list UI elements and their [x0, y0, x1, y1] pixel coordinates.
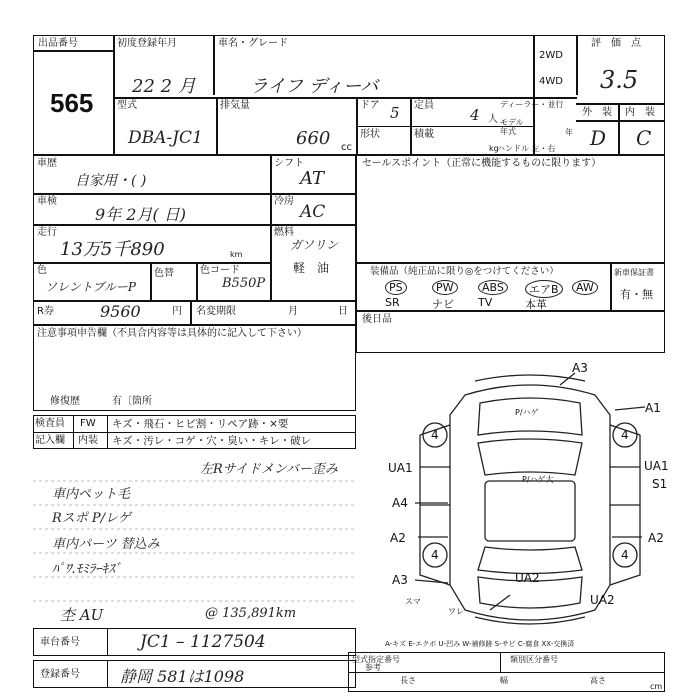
audio-note: 杢 AU [60, 606, 104, 624]
dmg-a3-bottom: A3 [392, 573, 408, 587]
chassis-value: JC1 – 1127504 [140, 632, 266, 652]
first-reg-value: 22 2 月 [132, 76, 196, 97]
dmg-tire-2: 4 [621, 428, 629, 442]
capacity-value: 4 [470, 106, 480, 124]
model-value: DBA-JC1 [128, 128, 203, 148]
fw-label: FW [80, 418, 96, 429]
fuel-label: 燃料 [274, 227, 294, 238]
dmg-a1-right: A1 [645, 401, 661, 415]
notice-label: 注意事項申告欄（不具合内容等は具体的に記入して下さい） [37, 328, 307, 339]
color-change-label: 色替 [154, 268, 174, 279]
capacity-label: 定員 [414, 100, 434, 111]
doors-label: ドア [360, 100, 380, 111]
cc-unit: cc [341, 142, 352, 153]
lot-no: 565 [50, 88, 94, 118]
cm-unit: cm [650, 682, 663, 691]
shift-label: シフト [274, 158, 304, 169]
ac-label: 冷房 [274, 196, 294, 207]
width-label: 幅 [500, 676, 508, 685]
type-desig-label: 型式指定番号 [352, 655, 400, 664]
history-value: 自家用・( ) [75, 173, 147, 189]
dmg-ua2-center: UA2 [515, 571, 540, 585]
dmg-a2-left: A2 [390, 531, 406, 545]
odometer-note: @ 135,891km [205, 606, 297, 621]
rear-seat-label: 後日品 [362, 314, 392, 325]
warranty-value: 有・無 [620, 288, 653, 301]
drive-4wd: 4WD [539, 76, 563, 87]
year-unit: 年 [565, 128, 573, 137]
repair-label: 修復歴 [50, 396, 80, 407]
recycle-value: 9560 [100, 302, 141, 321]
dmg-a4-left: A4 [392, 496, 408, 510]
length-label: 長さ [400, 676, 416, 685]
model-label: 型式 [117, 100, 137, 111]
note-line-5: ﾊﾟﾜ.ﾓﾐﾗｰｷｽﾞ [52, 562, 122, 577]
interior-items: キズ・汚レ・コゲ・穴・臭い・キレ・破レ [112, 435, 312, 447]
score-label: 評 価 点 [591, 38, 641, 49]
load-label: 積載 [414, 129, 434, 140]
ext-label: 外 装 [582, 107, 612, 118]
mileage-value: 13万5千890 [60, 239, 165, 260]
recycle-label: R券 [37, 306, 54, 317]
equipment-option: SR [385, 296, 400, 309]
color-value: ソレントブルーP [45, 280, 136, 294]
equipment-option: エアB [525, 280, 563, 298]
int-label: 内 装 [625, 107, 655, 118]
dmg-pikage-center: P/ハゲ大 [522, 475, 554, 484]
dmg-ua2-bottom: UA2 [590, 593, 615, 607]
inspection-label: 車検 [37, 196, 57, 207]
note-line-1: 左Rサイドメンバー歪み [200, 462, 338, 477]
note-line-2: 車内ペット毛 [52, 487, 131, 502]
recorder-label: 記入欄 [35, 435, 65, 446]
yen-unit: 円 [172, 306, 182, 317]
model-year-label: モデル年式 [500, 118, 524, 136]
equipment-option: AW [572, 280, 598, 295]
shift-value: AT [300, 168, 325, 189]
capacity-unit: 人 [488, 114, 498, 125]
dealer-label: ディーラー・並行 [500, 100, 564, 109]
shape-label: 形状 [360, 129, 380, 140]
month-label: 月 [288, 306, 298, 317]
displacement-label: 排気量 [220, 100, 250, 111]
dmg-ua1-right: UA1 [644, 459, 669, 473]
repair-value: 有〔箇所 [112, 396, 152, 407]
color-code-value: B550P [222, 276, 266, 291]
dmg-ua1-left: UA1 [388, 461, 413, 475]
equipment-option: 本革 [525, 298, 547, 311]
kg-unit: kg [489, 144, 499, 153]
equipment-option: TV [478, 296, 493, 309]
dmg-s1-right: S1 [652, 477, 668, 491]
inspection-value: 9年 2月( 日) [95, 205, 187, 224]
ref-label: 参考 [365, 663, 381, 672]
dmg-ware: ワレ [448, 607, 464, 616]
equipment-option: PW [432, 280, 458, 295]
dmg-tire-1: 4 [431, 428, 439, 442]
color-code-label: 色コード [200, 265, 240, 276]
equipment-title: 装備品（純正品に限り◎をつけてください） [370, 266, 559, 277]
rear-box [356, 311, 665, 353]
plate-value: 静岡 581は1098 [120, 667, 245, 686]
handle-label: ハンドル 左・右 [497, 144, 556, 153]
ac-value: AC [300, 202, 326, 222]
fw-items: キズ・飛石・ヒビ割・リペア跡・×要 [112, 418, 289, 430]
dmg-a2-right: A2 [648, 531, 664, 545]
int-value: C [636, 126, 652, 150]
damage-legend: A-キズ E-エクボ U-凹み W-補修跡 S-サビ C-腐食 XX-交換済 [385, 640, 575, 648]
mileage-label: 走行 [37, 227, 57, 238]
history-label: 車歴 [37, 158, 57, 169]
lot-no-label: 出品番号 [38, 38, 78, 49]
equipment-option: ABS [478, 280, 508, 295]
dmg-tire-3: 4 [431, 548, 439, 562]
class-label: 類別区分番号 [510, 655, 558, 664]
fuel-gas: ガソリン [290, 238, 339, 252]
dmg-pikage-top: P/ハゲ [515, 408, 539, 417]
score-value: 3.5 [600, 66, 639, 94]
displacement-value: 660 [296, 128, 331, 149]
dmg-tire-4: 4 [621, 548, 629, 562]
doors-value: 5 [390, 104, 400, 122]
first-reg-label: 初度登録年月 [117, 38, 177, 49]
chassis-label: 車台番号 [40, 637, 80, 648]
day-label: 日 [338, 306, 348, 317]
dmg-sumama: スマ [405, 597, 421, 606]
dmg-a3-top: A3 [572, 361, 588, 375]
drive-2wd: 2WD [539, 50, 563, 61]
ext-value: D [590, 126, 607, 150]
fuel-diesel: 軽 油 [293, 261, 330, 275]
plate-label: 登録番号 [40, 669, 80, 680]
car-name-label: 車名・グレード [218, 38, 288, 49]
car-name-value: ライフ ディーバ [250, 76, 379, 97]
inspector-label: 検査員 [35, 418, 65, 429]
km-unit: km [230, 250, 243, 259]
sales-label: セールスポイント（正常に機能するものに限ります） [362, 158, 602, 169]
note-line-4: 車内パーツ 替込み [52, 537, 160, 552]
equipment-option: ナビ [432, 298, 454, 311]
color-label: 色 [37, 265, 47, 276]
height-label: 高さ [590, 676, 606, 685]
sales-box [356, 155, 665, 263]
interior-label: 内装 [78, 435, 98, 446]
note-line-3: Rスポ P/レゲ [52, 511, 131, 526]
name-change-label: 名変期限 [196, 306, 236, 317]
new-warranty-label: 新車保証書 [614, 268, 654, 277]
equipment-option: PS [385, 280, 407, 295]
